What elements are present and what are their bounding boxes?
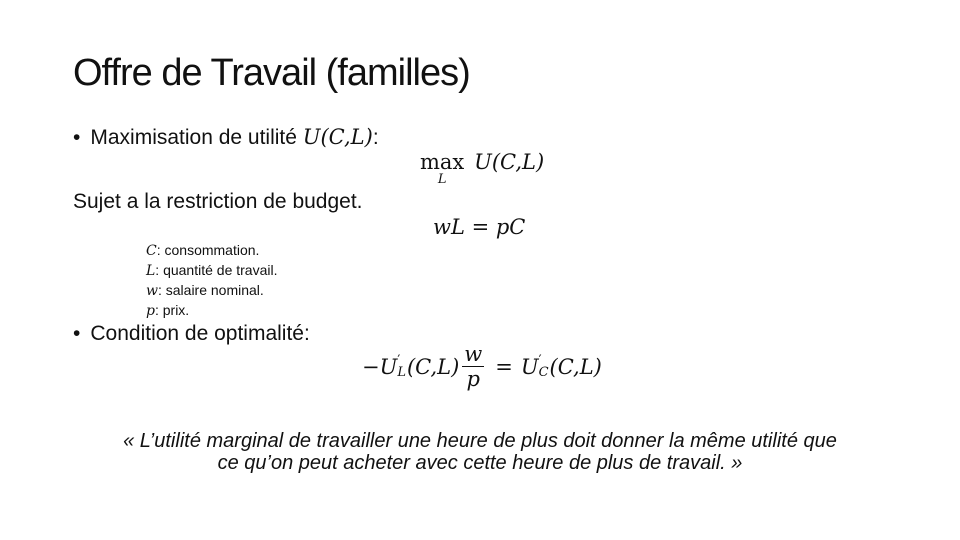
legend-symbol: w	[146, 283, 158, 299]
legend-item-salaire	[146, 281, 277, 301]
rhs-arguments: (C,L)	[549, 354, 602, 379]
optimality-condition-equation	[362, 342, 602, 391]
minus-sign: −	[362, 354, 380, 379]
budget-constraint-equation: wL = pC	[433, 215, 526, 239]
wage-price-fraction	[462, 342, 484, 391]
legend-symbol: C	[146, 243, 157, 259]
legend-symbol: L	[146, 263, 156, 279]
bullet-marker: •	[73, 126, 81, 149]
quote-line-1: « L’utilité marginal de travailler une heure de plus doit donner la même utilité que	[123, 430, 837, 452]
variable-legend	[146, 241, 277, 321]
legend-text: : quantité de travail.	[155, 262, 278, 278]
lhs-prime: ′	[397, 352, 401, 368]
slide-title: Offre de Travail (familles)	[73, 52, 470, 94]
legend-item-travail	[146, 261, 277, 281]
legend-item-consommation	[146, 241, 277, 261]
bullet-marker: •	[73, 322, 81, 345]
rhs-subscript: C	[538, 364, 549, 380]
bullet-optimalite	[73, 322, 310, 346]
legend-item-prix	[146, 301, 277, 321]
quote-line-2: ce qu’on peut acheter avec cette heure de plus de travail. »	[217, 452, 743, 474]
max-subscript: L	[437, 172, 447, 187]
legend-text: : consommation.	[156, 242, 260, 258]
equals-sign: =	[495, 354, 513, 379]
interpretation-quote	[60, 430, 900, 474]
lhs-function: U	[379, 354, 398, 379]
legend-symbol: p	[146, 303, 155, 319]
constraint-label: Sujet a la restriction de budget.	[73, 190, 363, 213]
max-operator: max	[420, 150, 465, 174]
utility-function-math: U(C,L)	[302, 125, 373, 149]
objective-equation	[420, 150, 544, 186]
bullet-optimalite-text: Condition de optimalité:	[90, 322, 310, 345]
objective-function: U(C,L)	[474, 150, 545, 174]
lhs-subscript: L	[397, 364, 406, 380]
legend-text: : prix.	[154, 302, 190, 318]
bullet-maximisation-text: Maximisation de utilité	[90, 126, 303, 149]
fraction-numerator: w	[464, 342, 483, 366]
bullet-maximisation	[73, 125, 379, 150]
rhs-function: U	[520, 354, 539, 379]
lhs-arguments: (C,L)	[406, 354, 460, 379]
fraction-denominator: p	[466, 367, 480, 391]
legend-text: : salaire nominal.	[157, 282, 264, 298]
rhs-prime: ′	[538, 352, 542, 368]
bullet-maximisation-colon: :	[372, 126, 379, 149]
